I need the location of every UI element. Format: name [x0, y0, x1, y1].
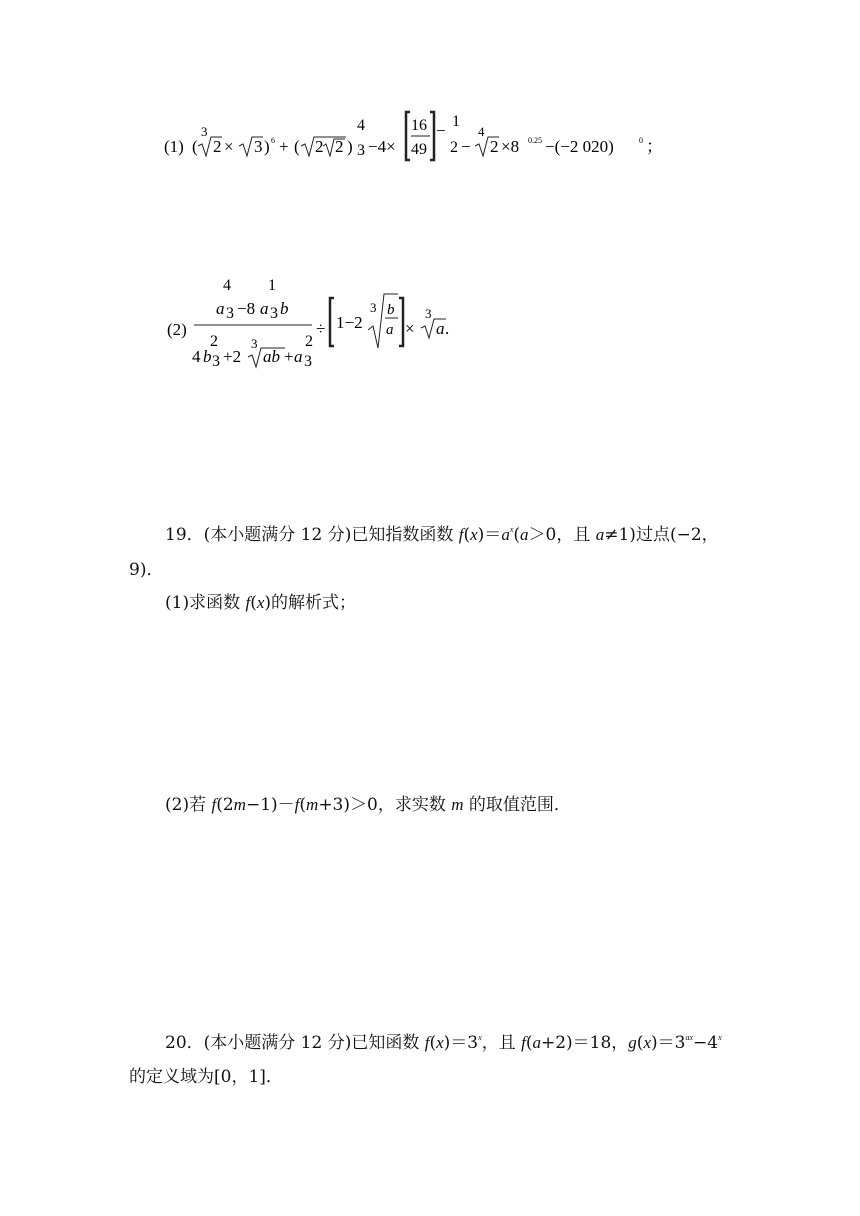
svg-text:3: 3: [226, 305, 234, 322]
part-2-label: (2): [167, 320, 187, 339]
svg-text:−4×: −4×: [368, 137, 396, 156]
svg-text:1: 1: [452, 113, 460, 130]
svg-text:(: (: [192, 137, 198, 156]
problem-20-line-2: 的定义域为[0，1]．: [129, 1067, 283, 1087]
svg-text:×: ×: [405, 319, 415, 338]
svg-text:−(−2 020): −(−2 020): [545, 137, 614, 156]
svg-text:3: 3: [212, 353, 220, 370]
svg-text:a: a: [294, 347, 303, 366]
problem-19-part-1: (1)求函数 f(x)的解析式；: [165, 593, 357, 613]
svg-text:16: 16: [411, 117, 427, 134]
svg-text:2: 2: [315, 137, 324, 156]
svg-text:4: 4: [223, 277, 231, 294]
svg-text:b: b: [387, 302, 395, 318]
svg-text:4: 4: [357, 117, 365, 134]
svg-text:ab: ab: [263, 347, 280, 366]
svg-text:.: .: [445, 319, 450, 338]
svg-text:a: a: [216, 299, 225, 318]
svg-text:b: b: [203, 347, 212, 366]
svg-text:1: 1: [268, 277, 276, 294]
svg-text:；: ；: [646, 137, 663, 156]
svg-text:): ): [347, 137, 353, 156]
svg-text:3: 3: [201, 124, 208, 139]
problem-19-line-1: 19．(本小题满分 12 分)已知指数函数 $f(x)=a^x(a>0$，且 a≠1)过点(−2，: [165, 525, 719, 545]
svg-text:2: 2: [335, 137, 344, 156]
svg-text:): ): [264, 137, 270, 156]
svg-text:0.25: 0.25: [528, 136, 542, 145]
svg-text:3: 3: [304, 353, 312, 370]
svg-text:4: 4: [192, 347, 201, 366]
svg-text:2: 2: [213, 137, 222, 156]
svg-text:3: 3: [370, 300, 377, 315]
svg-text:2: 2: [490, 137, 499, 156]
svg-text:−: −: [461, 137, 471, 156]
svg-text:3: 3: [357, 142, 365, 159]
svg-text:3: 3: [251, 336, 258, 351]
svg-text:2: 2: [450, 139, 458, 156]
svg-text:6: 6: [271, 136, 275, 145]
formula-part-2: [160, 268, 480, 378]
svg-text:3: 3: [425, 306, 432, 321]
svg-text:+: +: [279, 137, 289, 156]
svg-text:÷: ÷: [316, 319, 326, 338]
problem-19-part-2: (2)若 f(2m−1)－f(m+3)＞0，求实数 m 的取值范围．: [165, 795, 571, 815]
svg-text:0: 0: [639, 136, 643, 145]
svg-text:2: 2: [210, 333, 218, 350]
svg-text:+: +: [284, 347, 294, 366]
svg-text:×: ×: [224, 137, 234, 156]
svg-text:3: 3: [270, 305, 278, 322]
problem-19-line-2: 9)．: [129, 560, 164, 580]
svg-text:49: 49: [411, 141, 427, 158]
svg-text:+2: +2: [223, 347, 242, 366]
formula-part-1: [160, 100, 680, 180]
svg-text:a: a: [436, 319, 445, 338]
svg-text:4: 4: [478, 124, 485, 139]
svg-text:−8: −8: [237, 299, 256, 318]
svg-text:1−2: 1−2: [336, 313, 363, 332]
svg-text:a: a: [260, 299, 269, 318]
svg-text:a: a: [386, 322, 394, 338]
svg-text:b: b: [280, 299, 289, 318]
part-1-label: (1): [164, 137, 184, 156]
svg-text:2: 2: [305, 333, 313, 350]
svg-text:×8: ×8: [501, 137, 520, 156]
svg-text:3: 3: [254, 137, 263, 156]
svg-text:−: −: [436, 121, 446, 140]
problem-20-line-1: 20．(本小题满分 12 分)已知函数 $f(x)=3^x$，且 f(a+2)＝18，$g(x)=3^{ax}-4^x$: [165, 1033, 722, 1053]
svg-text:(: (: [294, 137, 300, 156]
